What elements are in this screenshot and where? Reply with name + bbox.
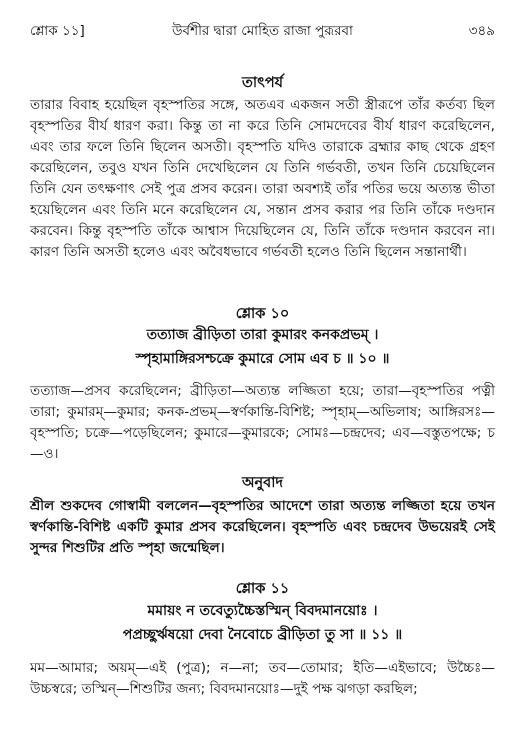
verse-10-synonyms: তত্যাজ—প্রসব করেছিলেন; ব্রীড়িতা—অত্যন্ত লজ্জিতা হয়ে; তারা—বৃহস্পতির পত্নী তারা; কুমারম্—কুমার; কনক-প্রভম্—স্বর্ণকান্তি-বিশিষ্ট; স্পৃহাম্—অভিলাষ; আঙ্গিরসঃ—বৃহস্পতি; চক্রে—পড়েছিলেন; কুমারে—কুমারকে; সোমঃ—চন্দ্রদেব; এব—বস্তুতপক্ষে; চ—ও। xyxy=(30,383,495,462)
purport-text: তারার বিবাহ হয়েছিল বৃহস্পতির সঙ্গে, অতএব একজন সতী স্ত্রীরূপে তাঁর কর্তব্য ছিল বৃহস্পতির বীর্য ধারণ করা। কিন্তু তা না করে তিনি সোমদেবের বীর্য ধারণ করেছিলেন, এবং তার ফলে তিনি ছিলেন অসতী। বৃহস্পতি যদিও তারাকে ব্রহ্মার কাছ থেকে গ্রহণ করেছিলেন, তবুও যখন তিনি দেখেছিলেন যে তিনি গর্ভবতী, তখন তিনি চেয়েছিলেন তিনি যেন তৎক্ষণাৎ সেই পুত্র প্রসব করেন। তারা অবশ্যই তাঁর পতির ভয়ে অত্যন্ত ভীতা হয়েছিলেন এবং তিনি মনে করেছিলেন যে, সন্তান প্রসব করার পর তিনি তাঁকে দণ্ডদান করবেন। কিন্তু বৃহস্পতি তাঁকে আশ্বাস দিয়েছিলেন যে, তিনি তাঁকে দণ্ডদান করবেন না। কারণ তিনি অসতী হলেও এবং অবৈধভাবে গর্ভবতী হলেও তিনি ছিলেন সন্তানার্থী। xyxy=(30,97,495,260)
verse-10-heading: শ্লোক ১০ xyxy=(235,306,290,322)
header-verse-ref: শ্লোক ১১] xyxy=(30,23,85,39)
verse-11-line-2: পপ্রচ্ছুর্ঋষয়ো দেবা নৈবোচে ব্রীড়িতা তু সা ॥ ১১ ॥ xyxy=(122,627,403,643)
verse-11-synonyms: মম—আমার; অয়ম্—এই (পুত্র); ন—না; তব—তোমার; ইতি—এইভাবে; উচ্চৈঃ—উচ্চস্বরে; তস্মিন্—শিশুটির জন্য; বিবদমানয়োঃ—দুই পক্ষ ঝগড়া করছিল; xyxy=(30,660,495,697)
verse-10-line-2: স্পৃহামাঙ্গিরসশ্চক্রে কুমারে সোম এব চ ॥ ১০ ॥ xyxy=(135,351,390,367)
verse-11-heading: শ্লোক ১১ xyxy=(235,581,290,597)
translation-text: শ্রীল শুকদেব গোস্বামী বললেন—বৃহস্পতির আদেশে তারা অত্যন্ত লজ্জিতা হয়ে তখন স্বর্ণকান্তি-বিশিষ্ট একটি কুমার প্রসব করেছিলেন। বৃহস্পতি এবং চন্দ্রদেব উভয়েরই সেই সুন্দর শিশুটির প্রতি স্পৃহা জন্মেছিল। xyxy=(30,498,495,556)
verse-10-line-1: তত্যাজ ব্রীড়িতা তারা কুমারং কনকপ্রভম্ । xyxy=(146,327,379,343)
running-header xyxy=(30,20,495,40)
translation-heading: অনুবাদ xyxy=(241,475,284,491)
verse-11-line-1: মমায়ং ন তবেত্যুচ্চৈস্তস্মিন্ বিবদমানয়োঃ । xyxy=(147,603,378,619)
purport-heading: তাৎপর্য xyxy=(241,75,284,91)
page-number: ৩৪৯ xyxy=(468,23,495,39)
header-chapter-title: উর্বশীর দ্বারা মোহিত রাজা পুরূরবা xyxy=(172,23,353,39)
